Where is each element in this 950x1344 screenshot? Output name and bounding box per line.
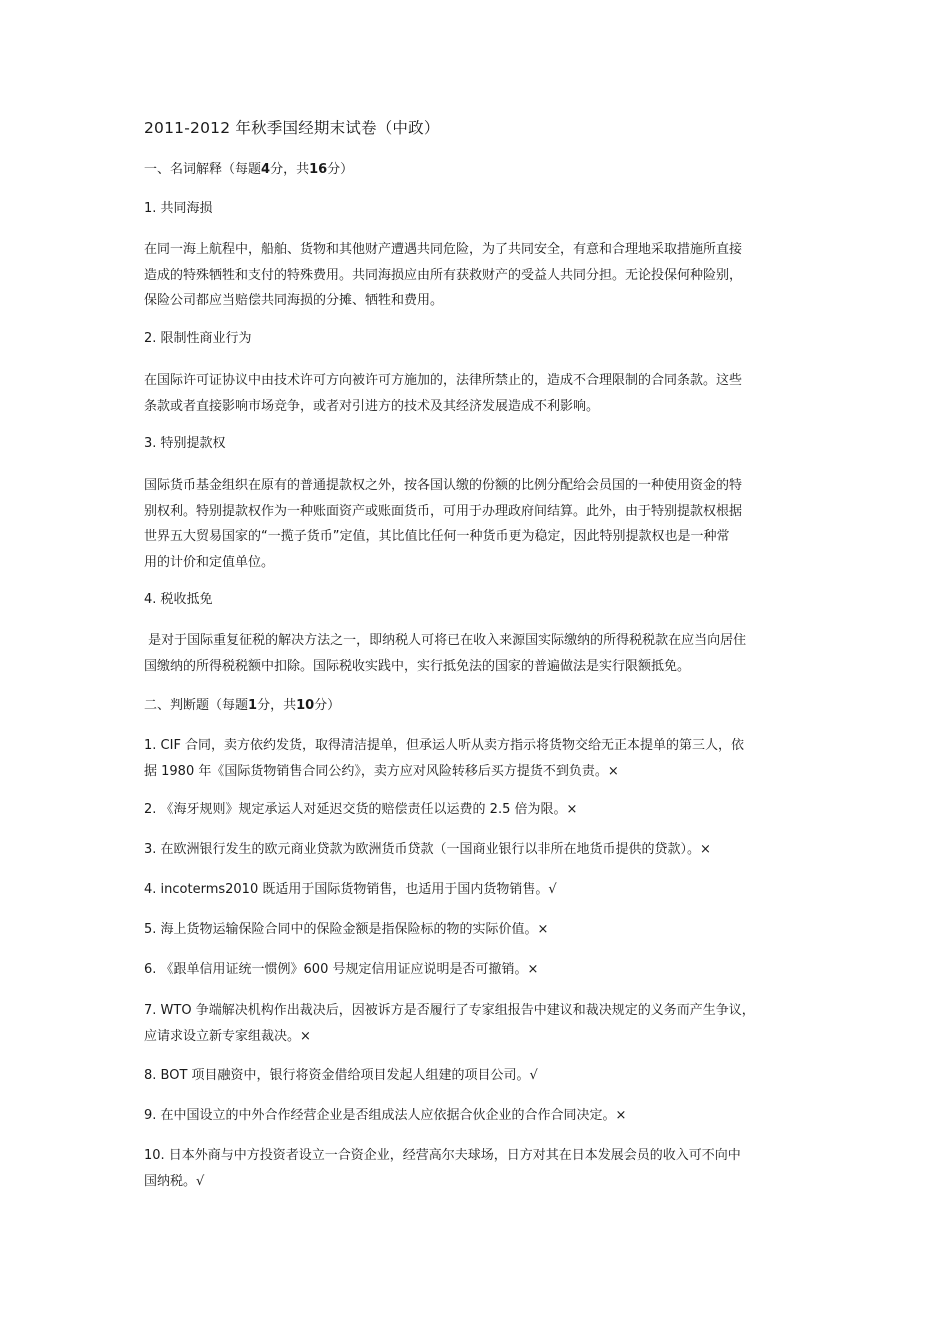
text-line: 国际货币基金组织在原有的普通提款权之外，按各国认缴的份额的比例分配给会员国的一种使用资金的特 (144, 478, 743, 493)
text-line: 9. 在中国设立的中外合作经营企业是否组成法人应依据合伙企业的合作合同决定。× (144, 1108, 627, 1123)
heading-number: 16 (309, 162, 328, 177)
question-item (144, 1103, 810, 1129)
question-item (144, 733, 810, 784)
text-line: 在同一海上航程中，船舶、货物和其他财产遭遇共同危险，为了共同安全，有意和合理地采取措施所直接 (144, 242, 743, 257)
heading-number: 10 (296, 698, 315, 713)
text-line: 10. 日本外商与中方投资者设立一合资企业，经营高尔夫球场，日方对其在日本发展会员的收入可不向中 (144, 1148, 741, 1163)
text-line: 用的计价和定值单位。 (144, 554, 275, 570)
text-line: 4. incoterms2010 既适用于国际货物销售，也适用于国内货物销售。√ (144, 882, 557, 897)
question-item (144, 957, 810, 983)
heading-text: 二、判断题（每题 (144, 698, 249, 713)
term-heading: 2. 限制性商业行为 (144, 331, 252, 346)
text-line: 6. 《跟单信用证统一惯例》600 号规定信用证应说明是否可撤销。× (144, 962, 539, 977)
heading-text: 分） (314, 698, 341, 713)
term-heading: 3. 特别提款权 (144, 436, 226, 451)
text-line: 3. 在欧洲银行发生的欧元商业贷款为欧洲货币贷款（一国商业银行以非所在地货币提供的贷款）。× (144, 842, 711, 857)
section-heading-true-false (144, 693, 810, 719)
term-definition (144, 237, 810, 314)
heading-number: 4 (261, 162, 271, 177)
term-definition (144, 473, 810, 575)
question-item (144, 1063, 810, 1089)
text-line: 造成的特殊牺牲和支付的特殊费用。共同海损应由所有获救财产的受益人共同分担。无论投保何种险别， (144, 267, 743, 283)
text-line: 据 1980 年《国际货物销售合同公约》，卖方应对风险转移后买方提货不到负责。× (144, 763, 619, 779)
question-item (144, 1143, 810, 1194)
term-heading: 1. 共同海损 (144, 201, 213, 216)
heading-text: 分，共 (270, 162, 310, 177)
term-definition (144, 368, 810, 419)
text-line: 是对于国际重复征税的解决方法之一，即纳税人可将已在收入来源国实际缴纳的所得税税款在应当向居住 (144, 633, 747, 648)
text-line: 1. CIF 合同，卖方依约发货，取得清洁提单，但承运人听从卖方指示将货物交给无正本提单的第三人，依 (144, 738, 745, 753)
question-item (144, 917, 810, 943)
heading-text: 分，共 (257, 698, 297, 713)
document-title: 2011-2012 年秋季国经期末试卷（中政） (144, 119, 440, 137)
text-line: 7. WTO 争端解决机构作出裁决后，因被诉方是否履行了专家组报告中建议和裁决规定的义务而产生争议， (144, 1003, 755, 1018)
question-item (144, 877, 810, 903)
term-definition (144, 628, 810, 679)
section-heading-terms (144, 157, 810, 183)
text-line: 国缴纳的所得税税额中扣除。国际税收实践中，实行抵免法的国家的普遍做法是实行限额抵免。 (144, 658, 691, 674)
term-heading: 4. 税收抵免 (144, 592, 213, 607)
question-item (144, 837, 810, 863)
text-line: 8. BOT 项目融资中，银行将资金借给项目发起人组建的项目公司。√ (144, 1068, 538, 1083)
question-item (144, 797, 810, 823)
question-item (144, 998, 810, 1049)
heading-text: 一、名词解释（每题 (144, 162, 262, 177)
text-line: 世界五大贸易国家的“一揽子货币”定值，其比值比任何一种货币更为稳定，因此特别提款权也是一种常 (144, 529, 730, 545)
text-line: 国纳税。√ (144, 1173, 205, 1189)
text-line: 2. 《海牙规则》规定承运人对延迟交货的赔偿责任以运费的 2.5 倍为限。× (144, 802, 578, 817)
heading-number: 1 (248, 698, 258, 713)
text-line: 条款或者直接影响市场竞争，或者对引进方的技术及其经济发展造成不利影响。 (144, 398, 600, 414)
text-line: 别权利。特别提款权作为一种账面资产或账面货币，可用于办理政府间结算。此外，由于特别提款权根据 (144, 503, 743, 519)
text-line: 保险公司都应当赔偿共同海损的分摊、牺牲和费用。 (144, 293, 444, 309)
text-line: 应请求设立新专家组裁决。× (144, 1028, 311, 1044)
text-line: 在国际许可证协议中由技术许可方向被许可方施加的，法律所禁止的，造成不合理限制的合同条款。这些 (144, 373, 743, 388)
text-line: 5. 海上货物运输保险合同中的保险金额是指保险标的物的实际价值。× (144, 922, 549, 937)
heading-text: 分） (327, 162, 354, 177)
